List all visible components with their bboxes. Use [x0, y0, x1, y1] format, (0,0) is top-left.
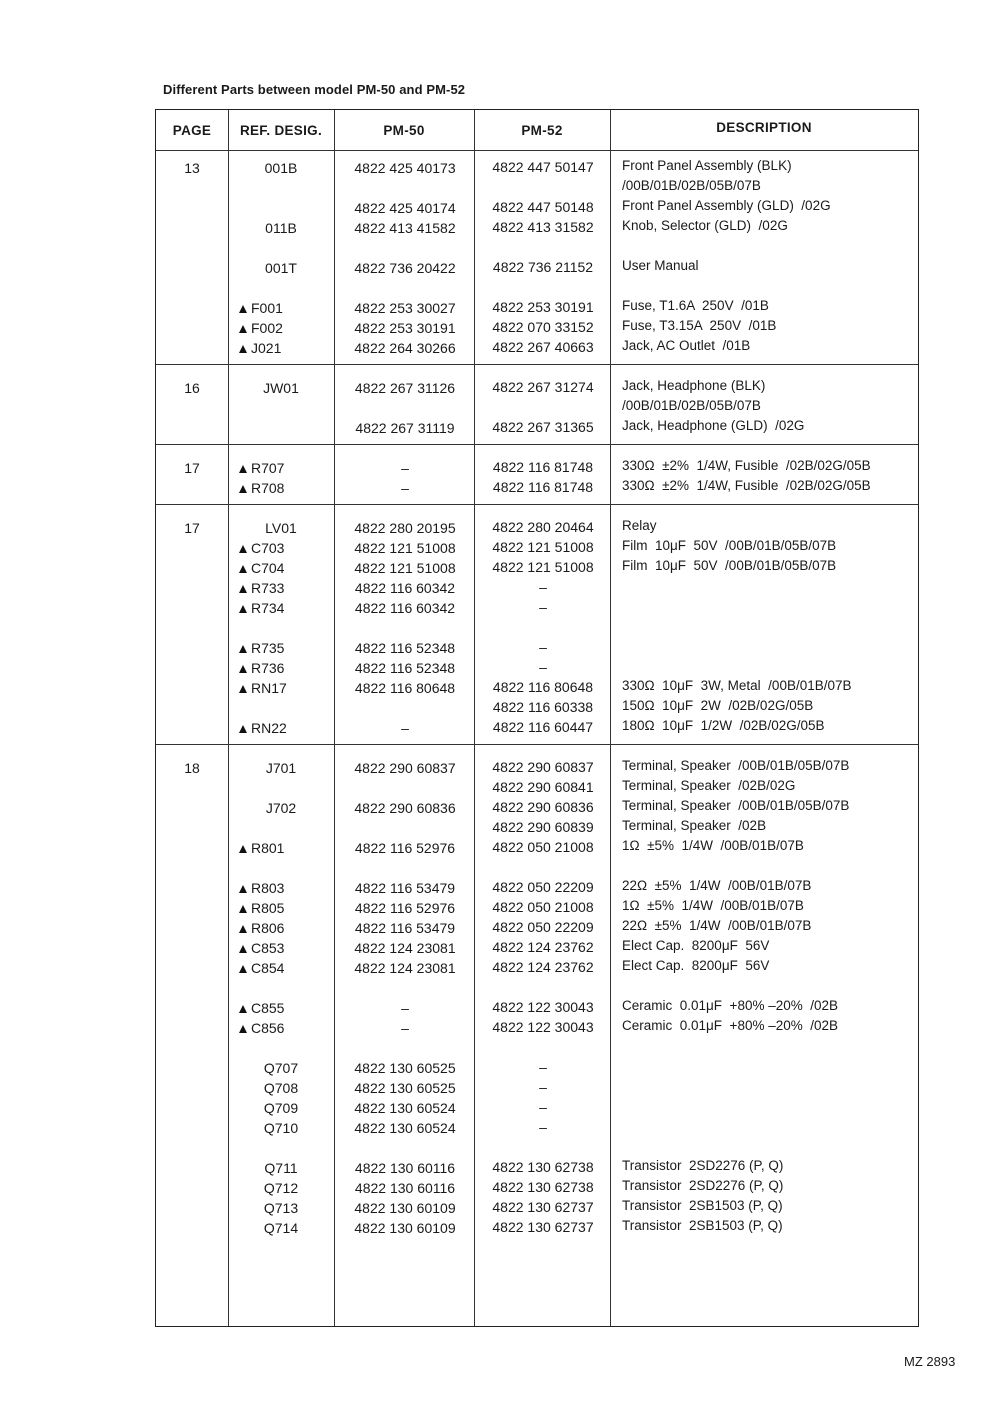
pm50-part-number: 4822 130 60524 — [354, 1120, 456, 1136]
page-title: Different Parts between model PM-50 and PM-52 — [163, 82, 466, 97]
warning-triangle-icon — [239, 925, 247, 933]
ref-desig — [228, 518, 334, 538]
warning-triangle-icon — [239, 545, 247, 553]
ref-desig-text: C855 — [251, 1000, 285, 1016]
group-divider — [156, 444, 918, 445]
ref-desig — [228, 1178, 334, 1198]
page-number-text: 16 — [184, 380, 200, 396]
ref-desig — [239, 938, 334, 958]
description: 22Ω ±5% 1/4W /00B/01B/07B — [622, 918, 812, 933]
pm52-part-number: – — [539, 1059, 547, 1075]
description: Front Panel Assembly (GLD) /02G — [622, 198, 831, 213]
pm52-part-number: 4822 116 60447 — [492, 719, 594, 735]
ref-desig-text: C703 — [251, 540, 285, 556]
pm52-part-number: 4822 736 21152 — [492, 259, 594, 275]
pm50-part-number: 4822 116 53479 — [354, 920, 456, 936]
ref-desig — [239, 578, 334, 598]
pm50-part-number: 4822 425 40173 — [354, 160, 456, 176]
description: Elect Cap. 8200μF 56V — [622, 938, 770, 953]
pm50-part-number: – — [401, 480, 409, 496]
warning-triangle-icon — [239, 885, 247, 893]
pm50-part-number: 4822 116 52976 — [354, 900, 456, 916]
description: Transistor 2SB1503 (P, Q) — [622, 1198, 783, 1213]
pm52-part-number: 4822 050 22209 — [492, 919, 594, 935]
pm50-part-number: – — [401, 460, 409, 476]
ref-desig-text: Q714 — [263, 1220, 299, 1236]
ref-desig — [228, 1078, 334, 1098]
pm52-part-number: 4822 121 51008 — [492, 539, 594, 555]
pm52-part-number: 4822 413 31582 — [492, 219, 594, 235]
page-number-text: 17 — [184, 520, 200, 536]
warning-triangle-icon — [239, 605, 247, 613]
ref-desig-text: 001T — [265, 260, 297, 276]
ref-desig — [239, 1018, 334, 1038]
pm50-part-number: 4822 253 30027 — [354, 300, 456, 316]
pm50-part-number: 4822 121 51008 — [354, 560, 456, 576]
ref-desig-text: 011B — [265, 220, 297, 236]
pm52-part-number: 4822 116 81748 — [492, 459, 594, 475]
pm52-part-number: 4822 122 30043 — [492, 999, 594, 1015]
ref-desig-text: Q713 — [263, 1200, 299, 1216]
pm50-part-number: 4822 116 80648 — [354, 680, 456, 696]
ref-desig — [239, 838, 334, 858]
description: Fuse, T1.6A 250V /01B — [622, 298, 769, 313]
description: Transistor 2SD2276 (P, Q) — [622, 1178, 784, 1193]
ref-desig-text: Q709 — [263, 1100, 299, 1116]
ref-desig-text: Q707 — [263, 1060, 299, 1076]
ref-desig — [228, 1198, 334, 1218]
pm52-part-number: – — [539, 599, 547, 615]
description: /00B/01B/02B/05B/07B — [622, 398, 761, 413]
header-page: PAGE — [172, 123, 212, 138]
pm50-part-number: 4822 121 51008 — [354, 540, 456, 556]
ref-desig-text: C856 — [251, 1020, 285, 1036]
pm50-part-number: – — [401, 1000, 409, 1016]
ref-desig-text: R734 — [251, 600, 285, 616]
pm52-part-number: 4822 253 30191 — [492, 299, 594, 315]
pm52-part-number: 4822 121 51008 — [492, 559, 594, 575]
pm52-part-number: 4822 290 60836 — [492, 799, 594, 815]
pm52-part-number: 4822 050 21008 — [492, 839, 594, 855]
pm52-part-number: 4822 290 60837 — [492, 759, 594, 775]
ref-desig-text: C854 — [251, 960, 285, 976]
ref-desig-text: Q712 — [263, 1180, 299, 1196]
page-number — [156, 378, 228, 398]
warning-triangle-icon — [239, 905, 247, 913]
header-ref-desig: REF. DESIG. — [239, 123, 323, 138]
ref-desig — [239, 458, 334, 478]
pm50-part-number: 4822 280 20195 — [354, 520, 456, 536]
ref-desig — [239, 678, 334, 698]
description: Relay — [622, 518, 657, 533]
warning-triangle-icon — [239, 345, 247, 353]
ref-desig-text: JW01 — [263, 380, 299, 396]
ref-desig-text: RN22 — [251, 720, 287, 736]
ref-desig — [239, 318, 334, 338]
warning-triangle-icon — [239, 565, 247, 573]
group-divider — [156, 744, 918, 745]
description: Film 10μF 50V /00B/01B/05B/07B — [622, 538, 837, 553]
pm50-part-number: 4822 116 53479 — [354, 880, 456, 896]
description: Jack, AC Outlet /01B — [622, 338, 751, 353]
pm50-part-number: 4822 116 60342 — [354, 580, 456, 596]
description: Film 10μF 50V /00B/01B/05B/07B — [622, 558, 837, 573]
warning-triangle-icon — [239, 585, 247, 593]
ref-desig — [228, 158, 334, 178]
pm52-part-number: – — [539, 1119, 547, 1135]
ref-desig-text: J021 — [251, 340, 282, 356]
pm50-part-number: – — [401, 720, 409, 736]
page-number-text: 13 — [184, 160, 200, 176]
description: Transistor 2SD2276 (P, Q) — [622, 1158, 784, 1173]
pm50-part-number: 4822 130 60109 — [354, 1200, 456, 1216]
description: 330Ω ±2% 1/4W, Fusible /02B/02G/05B — [622, 478, 871, 493]
ref-desig — [239, 658, 334, 678]
warning-triangle-icon — [239, 465, 247, 473]
pm50-part-number: – — [401, 1020, 409, 1036]
ref-desig — [239, 898, 334, 918]
pm52-part-number: 4822 116 60338 — [492, 699, 594, 715]
pm50-part-number: 4822 736 20422 — [354, 260, 456, 276]
description: Fuse, T3.15A 250V /01B — [622, 318, 777, 333]
pm50-part-number: 4822 116 52348 — [354, 640, 456, 656]
warning-triangle-icon — [239, 945, 247, 953]
ref-desig-text: R736 — [251, 660, 285, 676]
page-number — [156, 518, 228, 538]
page-number-text: 18 — [184, 760, 200, 776]
description: Terminal, Speaker /02B/02G — [622, 778, 796, 793]
pm50-part-number: 4822 425 40174 — [354, 200, 456, 216]
pm50-part-number: 4822 116 52976 — [354, 840, 456, 856]
pm52-part-number: 4822 050 21008 — [492, 899, 594, 915]
page-number — [156, 158, 228, 178]
warning-triangle-icon — [239, 965, 247, 973]
pm50-part-number: 4822 130 60109 — [354, 1220, 456, 1236]
ref-desig-text: C704 — [251, 560, 285, 576]
pm52-part-number: 4822 070 33152 — [492, 319, 594, 335]
ref-desig — [228, 1158, 334, 1178]
ref-desig — [239, 338, 334, 358]
description: Terminal, Speaker /00B/01B/05B/07B — [622, 758, 850, 773]
pm50-part-number: 4822 130 60116 — [354, 1160, 456, 1176]
pm52-part-number: – — [539, 1099, 547, 1115]
warning-triangle-icon — [239, 325, 247, 333]
pm52-part-number: 4822 267 40663 — [492, 339, 594, 355]
ref-desig-text: R805 — [251, 900, 285, 916]
description: 22Ω ±5% 1/4W /00B/01B/07B — [622, 878, 812, 893]
pm52-part-number: 4822 280 20464 — [492, 519, 594, 535]
ref-desig-text: C853 — [251, 940, 285, 956]
ref-desig-text: F001 — [251, 300, 283, 316]
warning-triangle-icon — [239, 485, 247, 493]
ref-desig-text: F002 — [251, 320, 283, 336]
ref-desig — [239, 878, 334, 898]
pm52-part-number: 4822 130 62737 — [492, 1219, 594, 1235]
description: User Manual — [622, 258, 699, 273]
pm52-part-number: 4822 447 50148 — [492, 199, 594, 215]
page-number-text: 17 — [184, 460, 200, 476]
pm50-part-number: 4822 130 60524 — [354, 1100, 456, 1116]
pm52-part-number: 4822 124 23762 — [492, 959, 594, 975]
ref-desig-text: R708 — [251, 480, 285, 496]
pm52-part-number: 4822 116 81748 — [492, 479, 594, 495]
description: 330Ω 10μF 3W, Metal /00B/01B/07B — [622, 678, 852, 693]
description: Ceramic 0.01μF +80% –20% /02B — [622, 998, 839, 1013]
ref-desig — [239, 598, 334, 618]
ref-desig-text: J702 — [265, 800, 297, 816]
page-number — [156, 758, 228, 778]
ref-desig — [239, 998, 334, 1018]
pm52-part-number: 4822 290 60839 — [492, 819, 594, 835]
pm52-part-number: 4822 290 60841 — [492, 779, 594, 795]
ref-desig — [228, 1058, 334, 1078]
pm50-part-number: 4822 124 23081 — [354, 960, 456, 976]
description: 330Ω ±2% 1/4W, Fusible /02B/02G/05B — [622, 458, 871, 473]
ref-desig-text: R733 — [251, 580, 285, 596]
ref-desig — [228, 1098, 334, 1118]
page-number — [156, 458, 228, 478]
description: Terminal, Speaker /00B/01B/05B/07B — [622, 798, 850, 813]
header-pm52: PM-52 — [521, 123, 563, 138]
ref-desig-text: Q708 — [263, 1080, 299, 1096]
description: 180Ω 10μF 1/2W /02B/02G/05B — [622, 718, 825, 733]
ref-desig — [239, 538, 334, 558]
warning-triangle-icon — [239, 845, 247, 853]
document-code: MZ 2893 — [904, 1354, 956, 1369]
ref-desig-text: R803 — [251, 880, 285, 896]
header-description: DESCRIPTION — [716, 120, 812, 135]
pm52-part-number: 4822 130 62738 — [492, 1159, 594, 1175]
warning-triangle-icon — [239, 1005, 247, 1013]
group-divider — [156, 364, 918, 365]
ref-desig-text: Q710 — [263, 1120, 299, 1136]
ref-desig — [228, 1218, 334, 1238]
pm50-part-number: 4822 290 60836 — [354, 800, 456, 816]
pm50-part-number: 4822 130 60116 — [354, 1180, 456, 1196]
ref-desig — [228, 378, 334, 398]
ref-desig — [239, 478, 334, 498]
description: Ceramic 0.01μF +80% –20% /02B — [622, 1018, 839, 1033]
warning-triangle-icon — [239, 305, 247, 313]
ref-desig — [228, 798, 334, 818]
pm52-part-number: 4822 447 50147 — [492, 159, 594, 175]
ref-desig — [239, 918, 334, 938]
ref-desig — [239, 718, 334, 738]
ref-desig — [228, 218, 334, 238]
ref-desig-text: R801 — [251, 840, 285, 856]
ref-desig — [239, 298, 334, 318]
pm50-part-number: 4822 290 60837 — [354, 760, 456, 776]
pm50-part-number: 4822 253 30191 — [354, 320, 456, 336]
description: Terminal, Speaker /02B — [622, 818, 767, 833]
pm50-part-number: 4822 264 30266 — [354, 340, 456, 356]
warning-triangle-icon — [239, 725, 247, 733]
header-pm50: PM-50 — [383, 123, 425, 138]
group-divider — [156, 504, 918, 505]
description: Front Panel Assembly (BLK) — [622, 158, 792, 173]
description: Transistor 2SB1503 (P, Q) — [622, 1218, 783, 1233]
pm50-part-number: 4822 267 31119 — [355, 420, 455, 436]
ref-desig-text: R735 — [251, 640, 285, 656]
pm52-part-number: 4822 116 80648 — [492, 679, 594, 695]
warning-triangle-icon — [239, 1025, 247, 1033]
pm50-part-number: 4822 124 23081 — [354, 940, 456, 956]
description: Elect Cap. 8200μF 56V — [622, 958, 770, 973]
description: /00B/01B/02B/05B/07B — [622, 178, 761, 193]
parts-table — [155, 109, 919, 1327]
pm52-part-number: 4822 267 31365 — [492, 419, 594, 435]
ref-desig-text: Q711 — [264, 1160, 298, 1176]
pm52-part-number: – — [539, 639, 547, 655]
pm50-part-number: 4822 116 60342 — [354, 600, 456, 616]
pm52-part-number: 4822 130 62737 — [492, 1199, 594, 1215]
ref-desig-text: R806 — [251, 920, 285, 936]
ref-desig — [228, 258, 334, 278]
pm52-part-number: 4822 124 23762 — [492, 939, 594, 955]
ref-desig-text: R707 — [251, 460, 285, 476]
warning-triangle-icon — [239, 665, 247, 673]
pm52-part-number: 4822 050 22209 — [492, 879, 594, 895]
pm52-part-number: – — [539, 659, 547, 675]
description: Jack, Headphone (BLK) — [622, 378, 766, 393]
description: 1Ω ±5% 1/4W /00B/01B/07B — [622, 838, 804, 853]
ref-desig — [239, 638, 334, 658]
pm50-part-number: 4822 413 41582 — [354, 220, 456, 236]
warning-triangle-icon — [239, 645, 247, 653]
pm52-part-number: 4822 130 62738 — [492, 1179, 594, 1195]
pm52-part-number: 4822 267 31274 — [492, 379, 594, 395]
ref-desig-text: 001B — [264, 160, 298, 176]
warning-triangle-icon — [239, 685, 247, 693]
ref-desig — [239, 958, 334, 978]
pm50-part-number: 4822 116 52348 — [354, 660, 456, 676]
column-divider — [228, 110, 229, 1326]
ref-desig — [239, 558, 334, 578]
pm52-part-number: – — [539, 579, 547, 595]
ref-desig-text: J701 — [265, 760, 297, 776]
description: 150Ω 10μF 2W /02B/02G/05B — [622, 698, 814, 713]
ref-desig-text: LV01 — [265, 520, 297, 536]
pm50-part-number: 4822 130 60525 — [354, 1080, 456, 1096]
pm50-part-number: 4822 130 60525 — [354, 1060, 456, 1076]
ref-desig — [228, 1118, 334, 1138]
pm52-part-number: – — [539, 1079, 547, 1095]
description: Jack, Headphone (GLD) /02G — [622, 418, 805, 433]
ref-desig — [228, 758, 334, 778]
description: 1Ω ±5% 1/4W /00B/01B/07B — [622, 898, 804, 913]
pm52-part-number: 4822 122 30043 — [492, 1019, 594, 1035]
pm50-part-number: 4822 267 31126 — [354, 380, 456, 396]
description: Knob, Selector (GLD) /02G — [622, 218, 788, 233]
ref-desig-text: RN17 — [251, 680, 287, 696]
